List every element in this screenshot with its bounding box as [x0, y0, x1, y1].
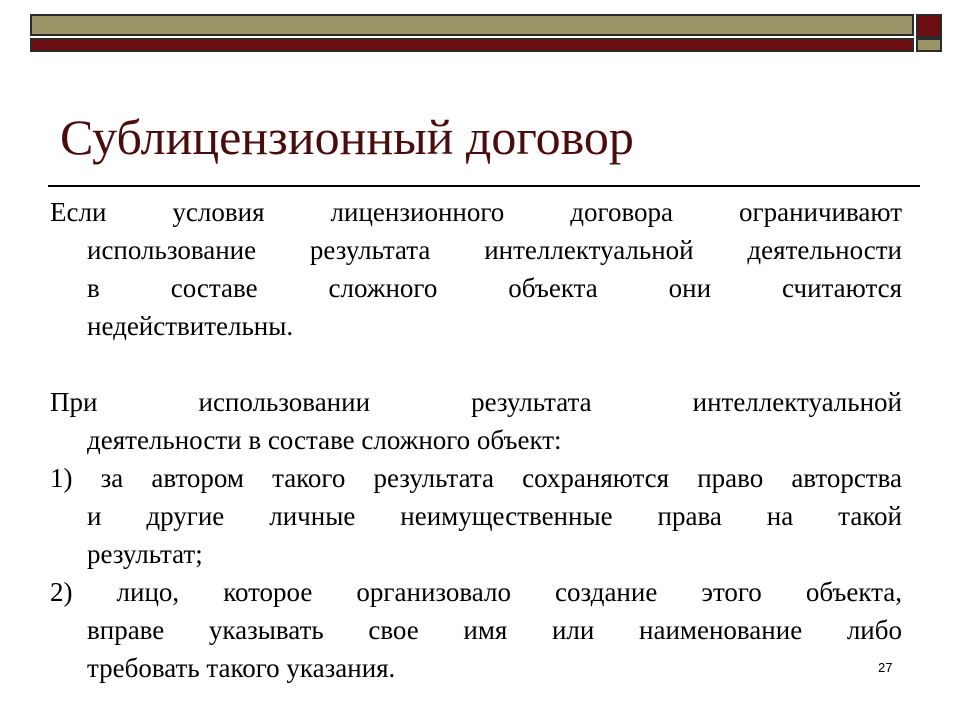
header-decor-line: [30, 38, 914, 52]
paragraph-1-line-3: в составе сложного объекта они считаются: [87, 273, 902, 303]
header-decor-square-bottom: [916, 38, 942, 52]
header-decor-bar: [30, 14, 914, 36]
paragraph-1-line-2: использование результата интеллектуальной деятельности: [87, 235, 902, 265]
list-item-2-line-1: 2) лицо, которое организовало создание этого объекта,: [50, 577, 902, 607]
paragraph-1-line-1: Если условия лицензионного договора ограничивают: [50, 197, 902, 227]
title-divider: [48, 185, 920, 187]
header-decor-square-top: [916, 14, 942, 38]
paragraph-2-line-1: При использовании результата интеллектуальной: [50, 387, 902, 417]
slide-title: Сублицензионный договор: [60, 109, 634, 165]
paragraph-2: [50, 383, 902, 459]
paragraph-2-line-2: деятельности в составе сложного объект:: [87, 425, 562, 455]
list-item-1-line-1: 1) за автором такого результата сохраняются право авторства: [50, 463, 902, 493]
page-number: 27: [878, 660, 893, 675]
list-item-1-line-2: и другие личные неимущественные права на такой: [87, 501, 902, 531]
paragraph-1-line-4: недействительны.: [87, 311, 294, 341]
list-item-2-line-2: вправе указывать свое имя или наименование либо: [87, 615, 902, 645]
list-item-2: [50, 573, 902, 687]
paragraph-1: [50, 193, 902, 345]
list-item-1: [50, 459, 902, 573]
list-item-1-line-3: результат;: [87, 539, 203, 569]
list-item-2-line-3: требовать такого указания.: [87, 653, 396, 683]
